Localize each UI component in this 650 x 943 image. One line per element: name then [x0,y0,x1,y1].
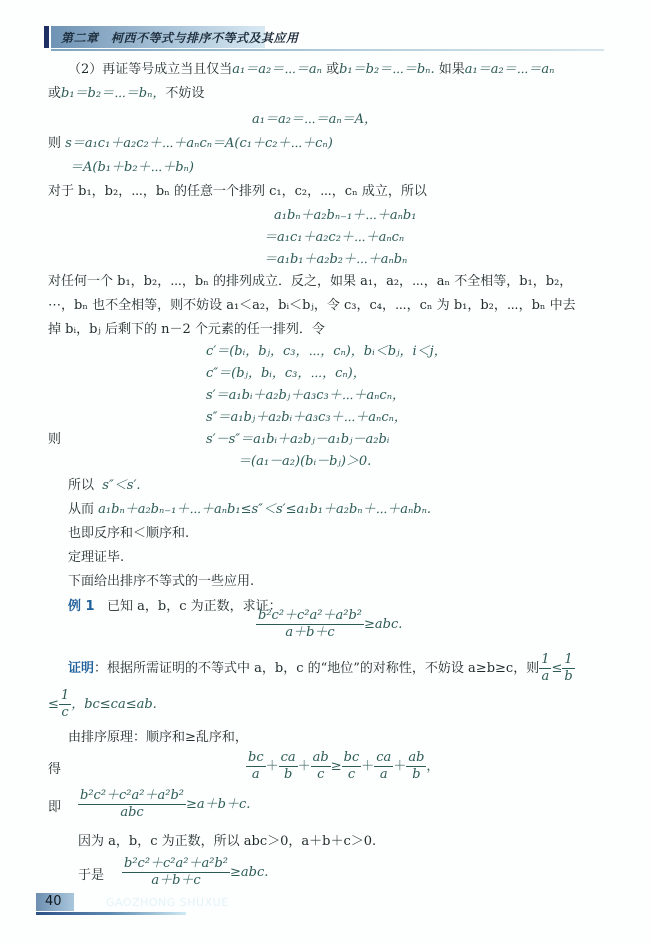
denominator: c [317,767,325,782]
example-1-statement [68,597,282,617]
math: ＋ [297,759,311,774]
aligned-eq-2: ＝a₁c₁＋a₂c₂＋⋯＋aₙcₙ [264,230,405,245]
math: ， [426,759,440,774]
numerator: ab [312,750,329,765]
footer-watermark: GAOZHONG SHUXUE [106,896,229,909]
denominator: abc [120,805,144,820]
rearrangement-inequality [246,750,439,783]
numerator: bc [248,750,264,765]
paragraph-4-line-1: 对任何一个 b₁，b₂，⋯，bₙ 的排列成立．反之，如果 a₁，a₂，⋯，aₙ 不全相等，b₁，b₂， [48,274,573,289]
ie-inequality [78,788,250,821]
equation-a-equal: a₁＝a₂＝⋯＝aₙ＝A， [252,112,378,127]
numerator: bc [343,750,360,765]
denominator: b [564,669,573,684]
text: 已知 a，b，c 为正数，求证： [106,599,282,614]
example-label: 例 1 [68,599,95,614]
math: ≥abc. [229,865,269,880]
thus-label: 于是 [78,868,105,883]
paragraph-4-line-3: 掉 bᵢ，bⱼ 后剩下的 n－2 个元素的任一排列．令 [48,322,325,337]
text: 从而 [68,502,95,517]
aligned-eq-3: ＝a₁b₁＋a₂b₂＋⋯＋aₙbₙ [264,252,408,267]
fraction [78,788,186,821]
page-footer [36,893,276,915]
fraction [562,652,574,685]
math: a₁＝a₂＝⋯＝aₙ [232,62,322,77]
numerator: ab [408,750,425,765]
fraction [246,750,266,783]
numerator: 1 [562,652,574,669]
paragraph-1-line-1 [68,60,554,80]
paragraph-4-line-2: ⋯，bₙ 也不全相等，则不妨设 a₁＜a₂，bᵢ＜bⱼ，令 c₃，c₄，⋯，cₙ 为 b₁，b₂，⋯，bₙ 中去 [48,298,576,313]
denominator: a [379,767,388,782]
math: ，bc≤ca≤ab. [71,697,157,712]
def-s-prime: s′＝a₁bᵢ＋a₂bⱼ＋a₃c₃＋⋯＋aₙcₙ， [206,388,405,403]
page-number: 40 [45,894,62,909]
fraction [374,750,393,783]
denominator: a＋b＋c [151,873,201,888]
def-c-prime: c′＝(bᵢ，bⱼ，c₃，⋯，cₙ)，bᵢ＜bⱼ，i＜j， [206,344,447,359]
example-1-inequality [256,608,402,641]
equation-s-line-2: ＝A(b₁＋b₂＋⋯＋bₙ) [70,160,194,175]
principle-line: 由排序原理：顺序和≥乱序和， [68,730,248,745]
text: （2）再证等号成立当且仅当 [68,62,233,77]
math: s″＜s′. [102,478,141,493]
text: ：根据所需证明的不等式中 a，b，c 的“地位”的对称性，不妨设 a≥b≥c，则 [94,661,540,676]
ie-label: 即 [48,800,62,815]
text: 如果 [438,62,465,77]
math: ＋ [265,759,279,774]
math: ＋ [361,759,375,774]
math: ≥a＋b＋c. [185,797,251,812]
fraction [342,750,362,783]
denominator: c [61,705,69,720]
numerator: 1 [541,652,550,667]
fraction [279,750,298,783]
proof-line-1 [68,652,575,685]
numerator: b²c²＋c²a²＋a²b² [80,788,184,803]
numerator: 1 [60,688,70,703]
numerator: b²c²＋c²a²＋a²b² [124,856,228,871]
then-label-2: 则 [48,432,62,447]
footer-rule [36,912,186,915]
math: a₁bₙ＋a₂bₙ₋₁＋⋯＋aₙb₁≤s″＜s′≤a₁b₁＋a₂bₙ＋⋯＋aₙbₙ. [98,502,432,517]
numerator: ca [280,750,296,765]
proof-label: 证明 [68,661,95,676]
denominator: a [251,767,260,782]
so-line [68,476,141,496]
math: ≥abc. [363,617,403,632]
hence-line [68,500,431,520]
math: b₁＝b₂＝⋯＝bₙ. [339,62,435,77]
fraction [539,652,551,685]
fraction [406,750,426,783]
text: 则 [48,136,62,151]
math: s＝a₁c₁＋a₂c₂＋⋯＋aₙcₙ＝A(c₁＋c₂＋⋯＋cₙ) [65,136,333,151]
denominator: b [283,767,293,782]
text: 或 [326,62,340,77]
also-line: 也即反序和＜顺序和. [68,526,190,541]
paragraph-3: 对于 b₁，b₂，⋯，bₙ 的任意一个排列 c₁，c₂，⋯，cₙ 成立，所以 [48,184,427,199]
denominator: c [347,767,356,782]
text: 或 [48,86,62,101]
chapter-title: 第二章 柯西不等式与排序不等式及其应用 [61,31,299,45]
math: ≤ [48,697,59,712]
def-c-double-prime: c″＝(bⱼ，bᵢ，c₃，⋯，cₙ)， [206,366,366,381]
math: ＋ [393,759,407,774]
math: ≤ [551,661,563,676]
def-s-difference-result: ＝(a₁－a₂)(bᵢ－bⱼ)＞0. [238,454,372,469]
fraction [59,688,71,721]
aligned-eq-1: a₁bₙ＋a₂bₙ₋₁＋⋯＋aₙb₁ [274,208,417,223]
fraction [122,856,230,889]
math: b₁＝b₂＝⋯＝bₙ， [61,86,166,101]
proof-line-2 [48,688,157,721]
math: ≥ [330,759,342,774]
text: 不妨设 [165,86,205,101]
applications-intro: 下面给出排序不等式的一些应用. [68,574,255,589]
paragraph-1-line-2 [48,84,204,104]
math: a₁＝a₂＝⋯＝aₙ [464,62,555,77]
thus-inequality [122,856,268,889]
denominator: a＋b＋c [285,625,335,640]
chapter-header [44,24,604,50]
header-accent-bar [44,26,49,48]
fraction [256,608,364,641]
def-s-difference: s′－s″＝a₁bᵢ＋a₂bⱼ－a₁bⱼ－a₂bᵢ [206,432,390,447]
equation-s-line-1 [48,134,333,154]
numerator: ca [376,750,392,765]
denominator: a [541,669,550,684]
def-s-double-prime: s″＝a₁bⱼ＋a₂bᵢ＋a₃c₃＋⋯＋aₙcₙ， [206,410,407,425]
because-line: 因为 a，b，c 为正数，所以 abc＞0，a＋b＋c＞0. [78,834,377,849]
numerator: b²c²＋c²a²＋a²b² [258,608,362,623]
denominator: b [412,767,421,782]
text: 所以 [68,478,95,493]
fraction [311,750,331,783]
qed-line: 定理证毕. [68,550,125,565]
header-rule [51,49,604,51]
get-label: 得 [48,762,62,777]
